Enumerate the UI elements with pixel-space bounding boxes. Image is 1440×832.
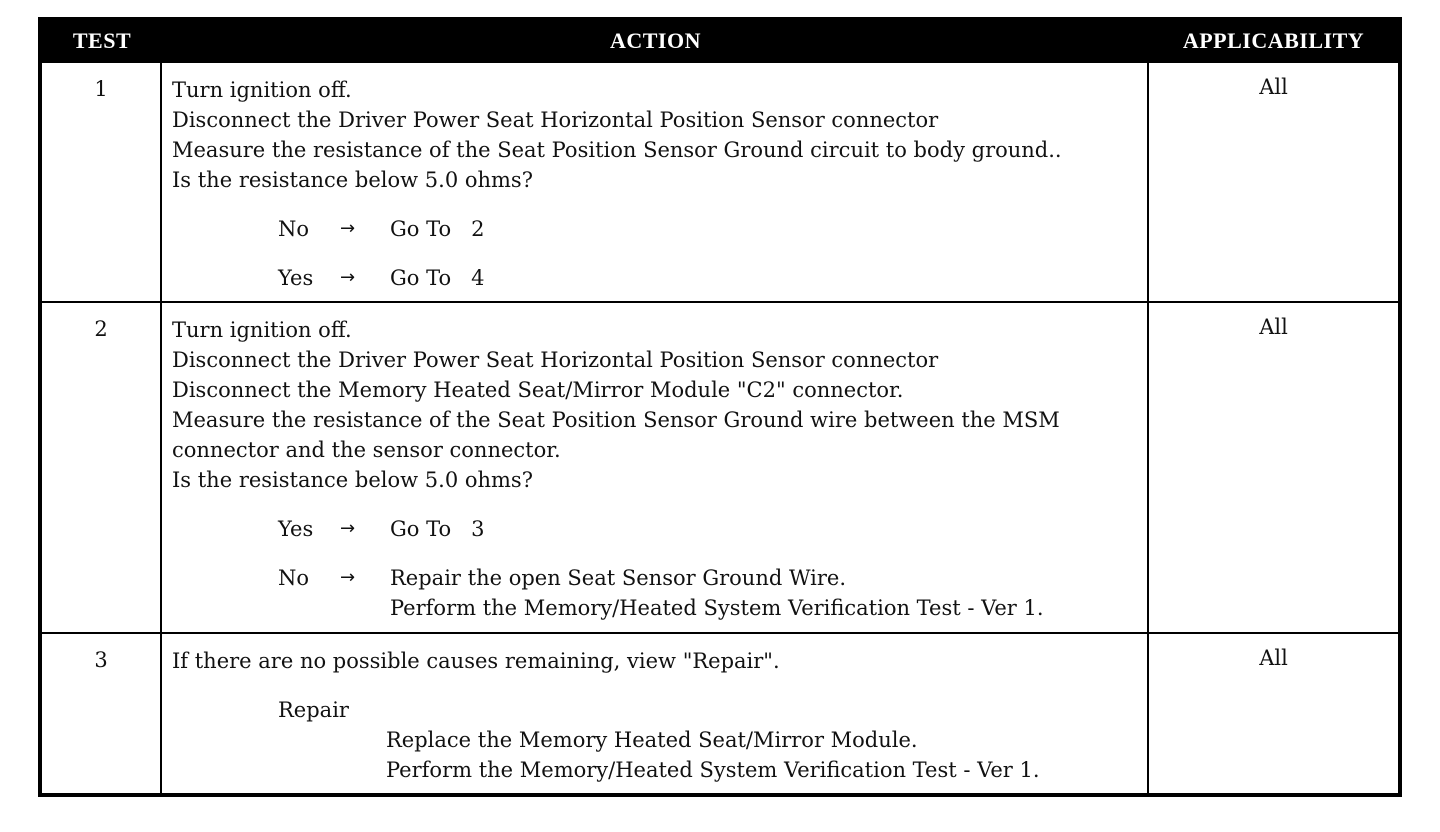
option-yes bbox=[278, 514, 1147, 544]
action-line: If there are no possible causes remaining, view "Repair". bbox=[172, 649, 780, 673]
arrow-right-icon: → bbox=[340, 267, 356, 288]
action-cell-1 bbox=[162, 61, 1149, 301]
applicability-cell-2 bbox=[1149, 301, 1398, 632]
test-number-3: 3 bbox=[94, 648, 108, 672]
arrow-right-icon: → bbox=[340, 518, 356, 539]
test-number-2: 2 bbox=[94, 317, 108, 341]
option-answer: No bbox=[278, 566, 310, 590]
repair-steps bbox=[386, 725, 1147, 785]
diagnostic-test-table bbox=[38, 17, 1402, 797]
applicability-value-3: All bbox=[1259, 646, 1288, 670]
action-line: Is the resistance below 5.0 ohms? bbox=[172, 168, 533, 192]
option-result: Go To 2 bbox=[390, 217, 485, 241]
applicability-cell-1 bbox=[1149, 61, 1398, 301]
arrow-right-icon: → bbox=[340, 567, 356, 588]
option-answer: Yes bbox=[278, 266, 314, 290]
option-answer: No bbox=[278, 217, 310, 241]
applicability-value-1: All bbox=[1259, 75, 1288, 99]
option-result: Go To 4 bbox=[390, 266, 485, 290]
action-line: Disconnect the Memory Heated Seat/Mirror Module "C2" connector. bbox=[172, 378, 904, 402]
action-line: Disconnect the Driver Power Seat Horizontal Position Sensor connector bbox=[172, 108, 939, 132]
action-line: Turn ignition off. bbox=[172, 78, 352, 102]
test-number-1: 1 bbox=[94, 77, 108, 101]
option-no bbox=[278, 563, 1147, 623]
action-cell-2 bbox=[162, 301, 1149, 632]
option-result: Perform the Memory/Heated System Verification Test - Ver 1. bbox=[390, 596, 1044, 620]
repair-step: Perform the Memory/Heated System Verification Test - Ver 1. bbox=[386, 758, 1040, 782]
option-result: Go To 3 bbox=[390, 517, 485, 541]
option-answer: Yes bbox=[278, 517, 314, 541]
option-result: Repair the open Seat Sensor Ground Wire. bbox=[390, 566, 847, 590]
action-cell-3 bbox=[162, 632, 1149, 793]
repair-label: Repair bbox=[278, 698, 349, 722]
header-applicability: APPLICABILITY bbox=[1149, 21, 1398, 61]
header-action: ACTION bbox=[162, 21, 1149, 61]
test-cell-1 bbox=[42, 61, 162, 301]
test-cell-2 bbox=[42, 301, 162, 632]
action-line: Measure the resistance of the Seat Position Sensor Ground wire between the MSM bbox=[172, 408, 1060, 432]
option-no bbox=[278, 214, 1147, 244]
repair-step: Replace the Memory Heated Seat/Mirror Module. bbox=[386, 728, 918, 752]
applicability-value-2: All bbox=[1259, 315, 1288, 339]
action-line: Turn ignition off. bbox=[172, 318, 352, 342]
action-line: Is the resistance below 5.0 ohms? bbox=[172, 468, 533, 492]
action-line: connector and the sensor connector. bbox=[172, 438, 561, 462]
action-line: Disconnect the Driver Power Seat Horizontal Position Sensor connector bbox=[172, 348, 939, 372]
header-test: TEST bbox=[42, 21, 162, 61]
action-line: Measure the resistance of the Seat Position Sensor Ground circuit to body ground.. bbox=[172, 138, 1062, 162]
arrow-right-icon: → bbox=[340, 218, 356, 239]
test-cell-3 bbox=[42, 632, 162, 793]
option-yes bbox=[278, 263, 1147, 293]
applicability-cell-3 bbox=[1149, 632, 1398, 793]
